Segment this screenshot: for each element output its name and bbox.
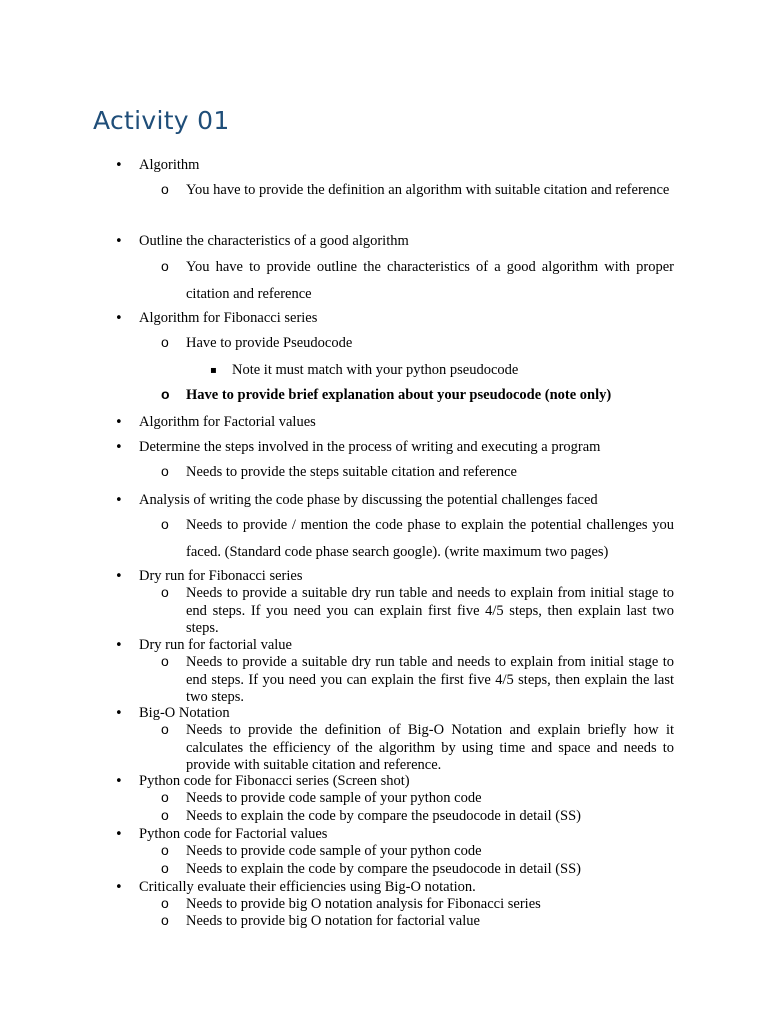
list-item: • Algorithm bbox=[139, 157, 679, 175]
list-item: • Dry run for Fibonacci series bbox=[139, 568, 679, 586]
list-item: o Needs to explain the code by compare the pseudocode in detail (SS) bbox=[186, 861, 674, 879]
list-item: o Needs to provide / mention the code phase to explain the potential challenges you faced. (Standard code phase search google). (write maximum two pages) bbox=[186, 512, 674, 566]
list-item: • Python code for Factorial values bbox=[139, 826, 679, 844]
list-item: • Algorithm for Factorial values bbox=[139, 414, 679, 432]
list-item: o Needs to provide code sample of your python code bbox=[186, 790, 674, 808]
list-item: • Determine the steps involved in the process of writing and executing a program bbox=[139, 439, 679, 457]
list-item: o You have to provide outline the characteristics of a good algorithm with proper citation and reference bbox=[186, 254, 674, 308]
list-item: • Outline the characteristics of a good algorithm bbox=[139, 233, 679, 251]
list-item: o You have to provide the definition an algorithm with suitable citation and reference bbox=[186, 177, 674, 204]
list-item: • Critically evaluate their efficiencies using Big-O notation. bbox=[139, 879, 679, 897]
list-item: o Have to provide brief explanation about your pseudocode (note only) bbox=[186, 387, 674, 405]
list-item: o Needs to provide a suitable dry run table and needs to explain from initial stage to end steps. If you need you can explain the first five 4/5 steps, then explain the last two steps. bbox=[186, 654, 674, 707]
list-item: • Algorithm for Fibonacci series bbox=[139, 310, 679, 328]
list-item: • Python code for Fibonacci series (Screen shot) bbox=[139, 773, 679, 791]
list-item: • Big-O Notation bbox=[139, 705, 679, 723]
list-item: o Needs to provide the steps suitable citation and reference bbox=[186, 464, 674, 482]
list-item: o Needs to provide big O notation for factorial value bbox=[186, 913, 674, 931]
list-item: • Analysis of writing the code phase by discussing the potential challenges faced bbox=[139, 492, 679, 510]
list-item: o Have to provide Pseudocode bbox=[186, 335, 674, 353]
list-item: o Needs to provide a suitable dry run table and needs to explain from initial stage to end steps. If you need you can explain first five 4/5 steps, then explain last two steps. bbox=[186, 585, 674, 638]
list-item: • Dry run for factorial value bbox=[139, 637, 679, 655]
list-item: o Needs to explain the code by compare the pseudocode in detail (SS) bbox=[186, 808, 674, 826]
list-item: o Needs to provide the definition of Big-O Notation and explain briefly how it calculates the efficiency of the algorithm by using time and space and needs to provide with suitable citation and reference. bbox=[186, 722, 674, 775]
list-item: o Needs to provide code sample of your python code bbox=[186, 843, 674, 861]
list-item: o Needs to provide big O notation analysis for Fibonacci series bbox=[186, 896, 674, 914]
page-title: Activity 01 bbox=[93, 106, 230, 135]
list-item: ▪ Note it must match with your python pseudocode bbox=[232, 362, 672, 380]
